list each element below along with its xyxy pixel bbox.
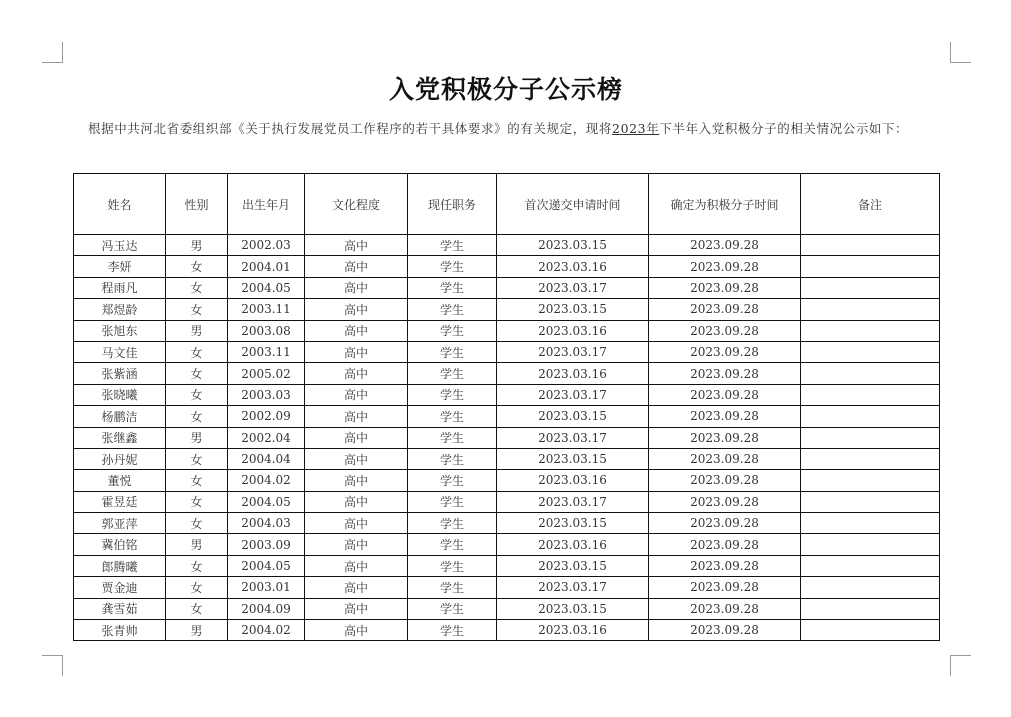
name-cell: 张继鑫 <box>74 427 166 448</box>
name-cell: 杨鹏洁 <box>74 406 166 427</box>
apply-date-cell: 2023.03.17 <box>497 341 649 362</box>
confirm-date-cell: 2023.09.28 <box>649 534 801 555</box>
table-row <box>74 235 940 256</box>
birth-cell: 2003.09 <box>228 534 305 555</box>
birth-cell: 2004.03 <box>228 513 305 534</box>
confirm-date-cell: 2023.09.28 <box>649 277 801 298</box>
remark-cell <box>801 256 940 277</box>
table-row <box>74 491 940 512</box>
position-cell: 学生 <box>408 598 497 619</box>
birth-cell: 2004.05 <box>228 277 305 298</box>
name-cell: 郭亚萍 <box>74 513 166 534</box>
column-header: 出生年月 <box>228 174 305 235</box>
birth-cell: 2003.08 <box>228 320 305 341</box>
birth-cell: 2002.04 <box>228 427 305 448</box>
apply-date-cell: 2023.03.17 <box>497 384 649 405</box>
apply-date-cell: 2023.03.16 <box>497 534 649 555</box>
roster-table <box>73 173 940 641</box>
apply-date-cell: 2023.03.17 <box>497 277 649 298</box>
education-cell: 高中 <box>305 277 408 298</box>
table-row <box>74 598 940 619</box>
position-cell: 学生 <box>408 577 497 598</box>
remark-cell <box>801 620 940 641</box>
gender-cell: 女 <box>166 491 228 512</box>
remark-cell <box>801 427 940 448</box>
position-cell: 学生 <box>408 534 497 555</box>
gender-cell: 女 <box>166 577 228 598</box>
confirm-date-cell: 2023.09.28 <box>649 406 801 427</box>
table-row <box>74 363 940 384</box>
apply-date-cell: 2023.03.16 <box>497 620 649 641</box>
education-cell: 高中 <box>305 235 408 256</box>
birth-cell: 2003.11 <box>228 341 305 362</box>
position-cell: 学生 <box>408 277 497 298</box>
gender-cell: 女 <box>166 341 228 362</box>
education-cell: 高中 <box>305 491 408 512</box>
intro-text-start: 根据中共河北省委组织部《关于执行发展党员工作程序的若干具体要求》的有关规定，现将 <box>88 121 613 136</box>
name-cell: 霍昱廷 <box>74 491 166 512</box>
name-cell: 马文佳 <box>74 341 166 362</box>
birth-cell: 2004.04 <box>228 448 305 469</box>
gender-cell: 男 <box>166 427 228 448</box>
remark-cell <box>801 513 940 534</box>
position-cell: 学生 <box>408 363 497 384</box>
column-header: 备注 <box>801 174 940 235</box>
apply-date-cell: 2023.03.15 <box>497 448 649 469</box>
remark-cell <box>801 363 940 384</box>
position-cell: 学生 <box>408 384 497 405</box>
confirm-date-cell: 2023.09.28 <box>649 256 801 277</box>
remark-cell <box>801 320 940 341</box>
position-cell: 学生 <box>408 341 497 362</box>
birth-cell: 2004.05 <box>228 555 305 576</box>
education-cell: 高中 <box>305 299 408 320</box>
intro-text-end: 下半年入党积极分子的相关情况公示如下： <box>659 121 909 136</box>
table-header-row <box>74 174 940 235</box>
apply-date-cell: 2023.03.15 <box>497 598 649 619</box>
confirm-date-cell: 2023.09.28 <box>649 513 801 534</box>
remark-cell <box>801 470 940 491</box>
gender-cell: 女 <box>166 406 228 427</box>
name-cell: 张旭东 <box>74 320 166 341</box>
birth-cell: 2002.09 <box>228 406 305 427</box>
gender-cell: 女 <box>166 513 228 534</box>
remark-cell <box>801 491 940 512</box>
confirm-date-cell: 2023.09.28 <box>649 620 801 641</box>
remark-cell <box>801 598 940 619</box>
education-cell: 高中 <box>305 620 408 641</box>
name-cell: 张晓曦 <box>74 384 166 405</box>
education-cell: 高中 <box>305 448 408 469</box>
apply-date-cell: 2023.03.15 <box>497 299 649 320</box>
confirm-date-cell: 2023.09.28 <box>649 491 801 512</box>
table-row <box>74 427 940 448</box>
education-cell: 高中 <box>305 598 408 619</box>
gender-cell: 女 <box>166 277 228 298</box>
confirm-date-cell: 2023.09.28 <box>649 299 801 320</box>
remark-cell <box>801 341 940 362</box>
table-row <box>74 256 940 277</box>
apply-date-cell: 2023.03.15 <box>497 406 649 427</box>
table-row <box>74 534 940 555</box>
position-cell: 学生 <box>408 406 497 427</box>
gender-cell: 男 <box>166 320 228 341</box>
position-cell: 学生 <box>408 513 497 534</box>
column-header: 姓名 <box>74 174 166 235</box>
table-row <box>74 406 940 427</box>
apply-date-cell: 2023.03.17 <box>497 491 649 512</box>
column-header: 文化程度 <box>305 174 408 235</box>
table-row <box>74 555 940 576</box>
name-cell: 冀伯铭 <box>74 534 166 555</box>
table-body <box>74 235 940 641</box>
table-row <box>74 620 940 641</box>
gender-cell: 女 <box>166 384 228 405</box>
column-header: 现任职务 <box>408 174 497 235</box>
table-row <box>74 448 940 469</box>
gender-cell: 女 <box>166 555 228 576</box>
confirm-date-cell: 2023.09.28 <box>649 384 801 405</box>
position-cell: 学生 <box>408 448 497 469</box>
position-cell: 学生 <box>408 299 497 320</box>
birth-cell: 2004.02 <box>228 620 305 641</box>
birth-cell: 2005.02 <box>228 363 305 384</box>
gender-cell: 女 <box>166 470 228 491</box>
remark-cell <box>801 277 940 298</box>
margin-mark-bottom-right <box>950 655 971 676</box>
intro-paragraph <box>62 120 952 138</box>
confirm-date-cell: 2023.09.28 <box>649 470 801 491</box>
remark-cell <box>801 534 940 555</box>
birth-cell: 2003.01 <box>228 577 305 598</box>
table-row <box>74 299 940 320</box>
position-cell: 学生 <box>408 320 497 341</box>
table-row <box>74 277 940 298</box>
remark-cell <box>801 406 940 427</box>
confirm-date-cell: 2023.09.28 <box>649 320 801 341</box>
birth-cell: 2004.09 <box>228 598 305 619</box>
intro-year: 2023年 <box>612 121 660 136</box>
margin-mark-top-right <box>950 42 971 63</box>
confirm-date-cell: 2023.09.28 <box>649 598 801 619</box>
position-cell: 学生 <box>408 620 497 641</box>
apply-date-cell: 2023.03.15 <box>497 235 649 256</box>
name-cell: 李妍 <box>74 256 166 277</box>
birth-cell: 2004.05 <box>228 491 305 512</box>
confirm-date-cell: 2023.09.28 <box>649 341 801 362</box>
apply-date-cell: 2023.03.15 <box>497 555 649 576</box>
column-header: 性别 <box>166 174 228 235</box>
margin-mark-top-left <box>42 42 63 63</box>
birth-cell: 2002.03 <box>228 235 305 256</box>
table-row <box>74 320 940 341</box>
gender-cell: 男 <box>166 235 228 256</box>
apply-date-cell: 2023.03.16 <box>497 470 649 491</box>
apply-date-cell: 2023.03.16 <box>497 363 649 384</box>
table-row <box>74 341 940 362</box>
gender-cell: 女 <box>166 448 228 469</box>
remark-cell <box>801 555 940 576</box>
gender-cell: 男 <box>166 620 228 641</box>
birth-cell: 2003.11 <box>228 299 305 320</box>
education-cell: 高中 <box>305 513 408 534</box>
table-row <box>74 513 940 534</box>
margin-mark-bottom-left <box>42 655 63 676</box>
remark-cell <box>801 448 940 469</box>
name-cell: 孙丹妮 <box>74 448 166 469</box>
education-cell: 高中 <box>305 320 408 341</box>
confirm-date-cell: 2023.09.28 <box>649 235 801 256</box>
remark-cell <box>801 299 940 320</box>
apply-date-cell: 2023.03.17 <box>497 427 649 448</box>
education-cell: 高中 <box>305 384 408 405</box>
table-row <box>74 384 940 405</box>
position-cell: 学生 <box>408 427 497 448</box>
education-cell: 高中 <box>305 427 408 448</box>
name-cell: 郑煜龄 <box>74 299 166 320</box>
confirm-date-cell: 2023.09.28 <box>649 448 801 469</box>
birth-cell: 2004.01 <box>228 256 305 277</box>
confirm-date-cell: 2023.09.28 <box>649 427 801 448</box>
name-cell: 张青帅 <box>74 620 166 641</box>
education-cell: 高中 <box>305 470 408 491</box>
name-cell: 郎腾曦 <box>74 555 166 576</box>
gender-cell: 女 <box>166 598 228 619</box>
birth-cell: 2004.02 <box>228 470 305 491</box>
education-cell: 高中 <box>305 341 408 362</box>
education-cell: 高中 <box>305 406 408 427</box>
apply-date-cell: 2023.03.17 <box>497 577 649 598</box>
position-cell: 学生 <box>408 235 497 256</box>
position-cell: 学生 <box>408 256 497 277</box>
position-cell: 学生 <box>408 555 497 576</box>
remark-cell <box>801 384 940 405</box>
name-cell: 程雨凡 <box>74 277 166 298</box>
position-cell: 学生 <box>408 491 497 512</box>
name-cell: 冯玉达 <box>74 235 166 256</box>
remark-cell <box>801 235 940 256</box>
name-cell: 张紫涵 <box>74 363 166 384</box>
column-header: 首次递交申请时间 <box>497 174 649 235</box>
education-cell: 高中 <box>305 256 408 277</box>
name-cell: 董悦 <box>74 470 166 491</box>
confirm-date-cell: 2023.09.28 <box>649 577 801 598</box>
education-cell: 高中 <box>305 363 408 384</box>
gender-cell: 女 <box>166 299 228 320</box>
gender-cell: 女 <box>166 256 228 277</box>
confirm-date-cell: 2023.09.28 <box>649 363 801 384</box>
page-title: 入党积极分子公示榜 <box>388 75 623 104</box>
name-cell: 龚雪茹 <box>74 598 166 619</box>
column-header: 确定为积极分子时间 <box>649 174 801 235</box>
name-cell: 贾金迪 <box>74 577 166 598</box>
gender-cell: 男 <box>166 534 228 555</box>
birth-cell: 2003.03 <box>228 384 305 405</box>
apply-date-cell: 2023.03.15 <box>497 513 649 534</box>
remark-cell <box>801 577 940 598</box>
position-cell: 学生 <box>408 470 497 491</box>
education-cell: 高中 <box>305 577 408 598</box>
confirm-date-cell: 2023.09.28 <box>649 555 801 576</box>
table-row <box>74 577 940 598</box>
apply-date-cell: 2023.03.16 <box>497 320 649 341</box>
education-cell: 高中 <box>305 555 408 576</box>
education-cell: 高中 <box>305 534 408 555</box>
gender-cell: 女 <box>166 363 228 384</box>
table-row <box>74 470 940 491</box>
apply-date-cell: 2023.03.16 <box>497 256 649 277</box>
